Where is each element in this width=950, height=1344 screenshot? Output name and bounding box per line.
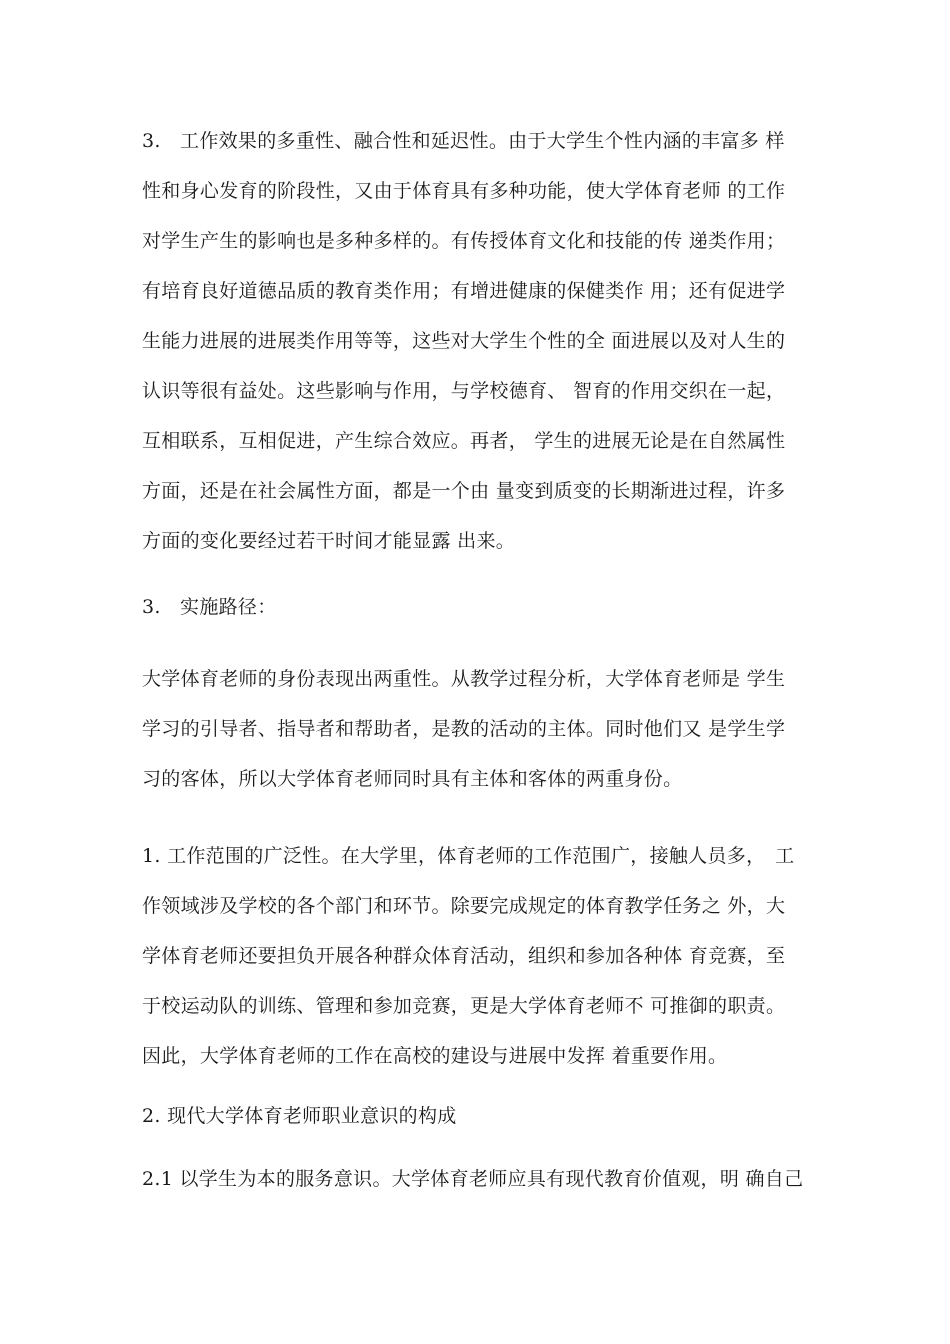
text-line: 对学生产生的影响也是多种多样的。有传授体育文化和技能的传 递类作用； bbox=[142, 230, 786, 252]
text-line: 方面的变化要经过若干时间才能显露 出来。 bbox=[142, 530, 516, 552]
paragraph-teacher-identity bbox=[142, 654, 832, 804]
text-line: 3. 工作效果的多重性、融合性和延迟性。由于大学生个性内涵的丰富多 样 bbox=[142, 130, 785, 152]
text-line: 学体育老师还要担负开展各种群众体育活动，组织和参加各种体 育竞赛，至 bbox=[142, 945, 786, 967]
heading-line: 2. 现代大学体育老师职业意识的构成 bbox=[142, 1105, 457, 1127]
text-line: 互相联系，互相促进，产生综合效应。再者， 学生的进展无论是在自然属性 bbox=[142, 430, 786, 452]
section-heading-professional-awareness bbox=[142, 1091, 832, 1141]
text-line: 有培育良好道德品质的教育类作用；有增进健康的保健类作 用；还有促进学 bbox=[142, 280, 786, 302]
text-line: 2.1 以学生为本的服务意识。大学体育老师应具有现代教育价值观，明 确自己 bbox=[142, 1168, 804, 1190]
text-line: 方面，还是在社会属性方面，都是一个由 量变到质变的长期渐进过程，许多 bbox=[142, 480, 786, 502]
text-line: 性和身心发育的阶段性，又由于体育具有多种功能，使大学体育老师 的工作 bbox=[142, 180, 786, 202]
text-line: 习的客体，所以大学体育老师同时具有主体和客体的两重身份。 bbox=[142, 768, 683, 790]
paragraph-work-scope bbox=[142, 831, 832, 1081]
text-line: 生能力进展的进展类作用等等，这些对大学生个性的全 面进展以及对人生的 bbox=[142, 330, 786, 352]
text-line: 认识等很有益处。这些影响与作用，与学校德育、 智育的作用交织在一起， bbox=[142, 380, 786, 402]
heading-line: 3. 实施路径： bbox=[142, 596, 277, 618]
text-line: 于校运动队的训练、管理和参加竞赛，更是大学体育老师不 可推御的职责。 bbox=[142, 995, 786, 1017]
section-heading-implementation bbox=[142, 582, 832, 632]
text-line: 因此，大学体育老师的工作在高校的建设与进展中发挥 着重要作用。 bbox=[142, 1045, 728, 1067]
text-line: 1. 工作范围的广泛性。在大学里，体育老师的工作范围广，接触人员多， 工 bbox=[142, 845, 795, 867]
paragraph-work-effects bbox=[142, 116, 832, 566]
text-line: 大学体育老师的身份表现出两重性。从教学过程分析，大学体育老师是 学生 bbox=[142, 668, 786, 690]
paragraph-service-awareness bbox=[142, 1154, 832, 1204]
text-line: 作领域涉及学校的各个部门和环节。除要完成规定的体育教学任务之 外，大 bbox=[142, 895, 786, 917]
text-line: 学习的引导者、指导者和帮助者，是教的活动的主体。同时他们又 是学生学 bbox=[142, 718, 786, 740]
